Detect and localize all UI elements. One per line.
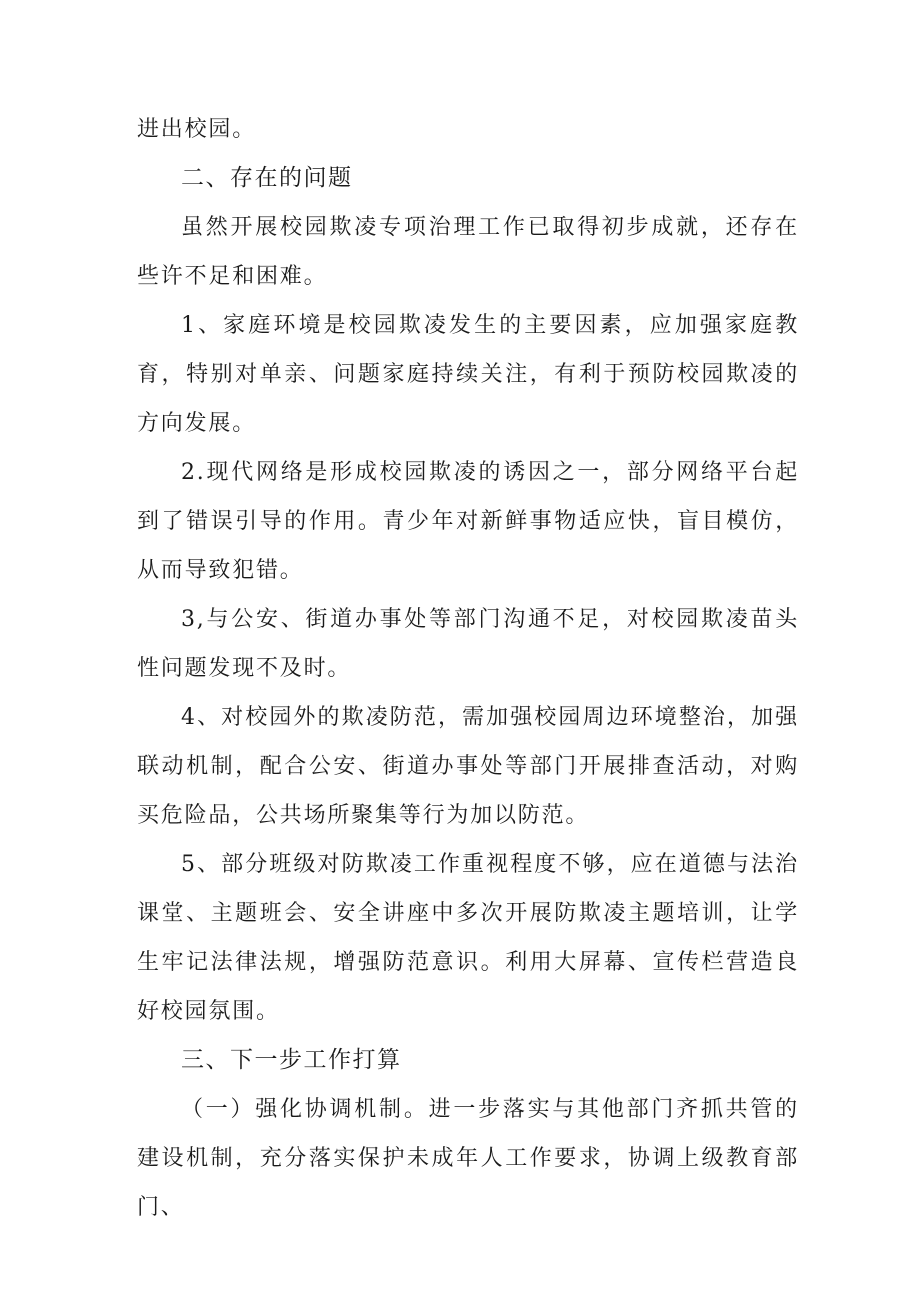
paragraph-problem-5: 5、部分班级对防欺凌工作重视程度不够，应在道德与法治课堂、主题班会、安全讲座中多次开展防欺凌主题培训，让学生牢记法律法规，增强防范意识。利用大屏幕、宣传栏营造良好校园氛围。 (137, 852, 799, 1024)
document-body (137, 105, 799, 1232)
section-heading-problems: 二、存在的问题 (181, 165, 353, 191)
section-heading-next-steps: 三、下一步工作打算 (181, 1047, 402, 1073)
paragraph-intro-problems: 虽然开展校园欺凌专项治理工作已取得初步成就，还存在些许不足和困难。 (137, 215, 799, 289)
paragraph-problem-4: 4、对校园外的欺凌防范，需加强校园周边环境整治，加强联动机制，配合公安、街道办事处等部门开展排查活动，对购买危险品，公共场所聚集等行为加以防范。 (137, 705, 799, 828)
paragraph-continuation: 进出校园。 (137, 117, 257, 142)
paragraph-problem-3: 3,与公安、街道办事处等部门沟通不足，对校园欺凌苗头性问题发现不及时。 (137, 607, 799, 681)
paragraph-problem-2: 2.现代网络是形成校园欺凌的诱因之一，部分网络平台起到了错误引导的作用。青少年对新鲜事物适应快，盲目模仿，从而导致犯错。 (137, 460, 799, 583)
paragraph-problem-1: 1、家庭环境是校园欺凌发生的主要因素，应加强家庭教育，特别对单亲、问题家庭持续关注，有利于预防校园欺凌的方向发展。 (137, 313, 799, 436)
paragraph-next-step-1: （一）强化协调机制。进一步落实与其他部门齐抓共管的建设机制，充分落实保护未成年人工作要求，协调上级教育部门、 (137, 1097, 799, 1220)
